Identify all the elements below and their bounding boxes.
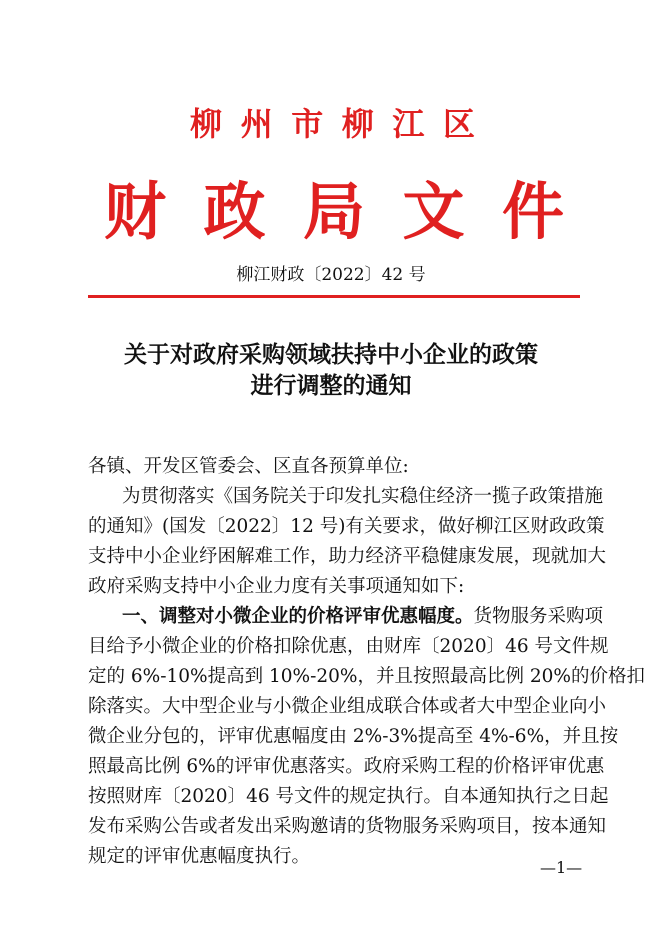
paragraph-line: 规定的评审优惠幅度执行。	[88, 846, 311, 867]
paragraph-line: 除落实。大中型企业与小微企业组成联合体或者大中型企业向小	[88, 696, 607, 717]
page-number: —1—	[540, 858, 583, 877]
paragraph-line: 定的 6%-10%提高到 10%-20%，并且按照最高比例 20%的价格扣	[88, 666, 645, 687]
paragraph-line: 按照财库〔2020〕46 号文件的规定执行。自本通知执行之日起	[88, 786, 609, 807]
paragraph-line: 支持中小企业纾困解难工作，助力经济平稳健康发展，现就加大	[88, 546, 607, 567]
paragraph-line: 照最高比例 6%的评审优惠落实。政府采购工程的价格评审优惠	[88, 756, 605, 777]
paragraph-line: 为贯彻落实《国务院关于印发扎实稳住经济一揽子政策措施	[122, 486, 604, 507]
document-number: 柳江财政〔2022〕42 号	[236, 265, 426, 285]
paragraph-line: 发布采购公告或者发出采购邀请的货物服务采购项目，按本通知	[88, 816, 607, 837]
red-divider	[88, 295, 580, 298]
document-type-heading: 财政局文件	[104, 175, 564, 248]
paragraph-text: 货物服务采购项	[473, 606, 604, 627]
document-title-line-2: 进行调整的通知	[250, 372, 412, 399]
paragraph-line: 微企业分包的，评审优惠幅度由 2%-3%提高至 4%-6%，并且按	[88, 726, 619, 747]
salutation: 各镇、开发区管委会、区直各预算单位:	[88, 456, 409, 477]
paragraph-line: 的通知》(国发〔2022〕12 号)有关要求，做好柳江区财政政策	[88, 516, 605, 537]
paragraph-line: 政府采购支持中小企业力度有关事项通知如下:	[88, 576, 465, 597]
issuing-organization: 柳州市柳江区	[190, 105, 475, 143]
document-title-line-1: 关于对政府采购领域扶持中小企业的政策	[124, 341, 538, 368]
paragraph-line: 目给予小微企业的价格扣除优惠，由财库〔2020〕46 号文件规	[88, 636, 609, 657]
section-heading: 一、调整对小微企业的价格评审优惠幅度。	[122, 606, 474, 627]
paragraph-line	[122, 602, 604, 632]
